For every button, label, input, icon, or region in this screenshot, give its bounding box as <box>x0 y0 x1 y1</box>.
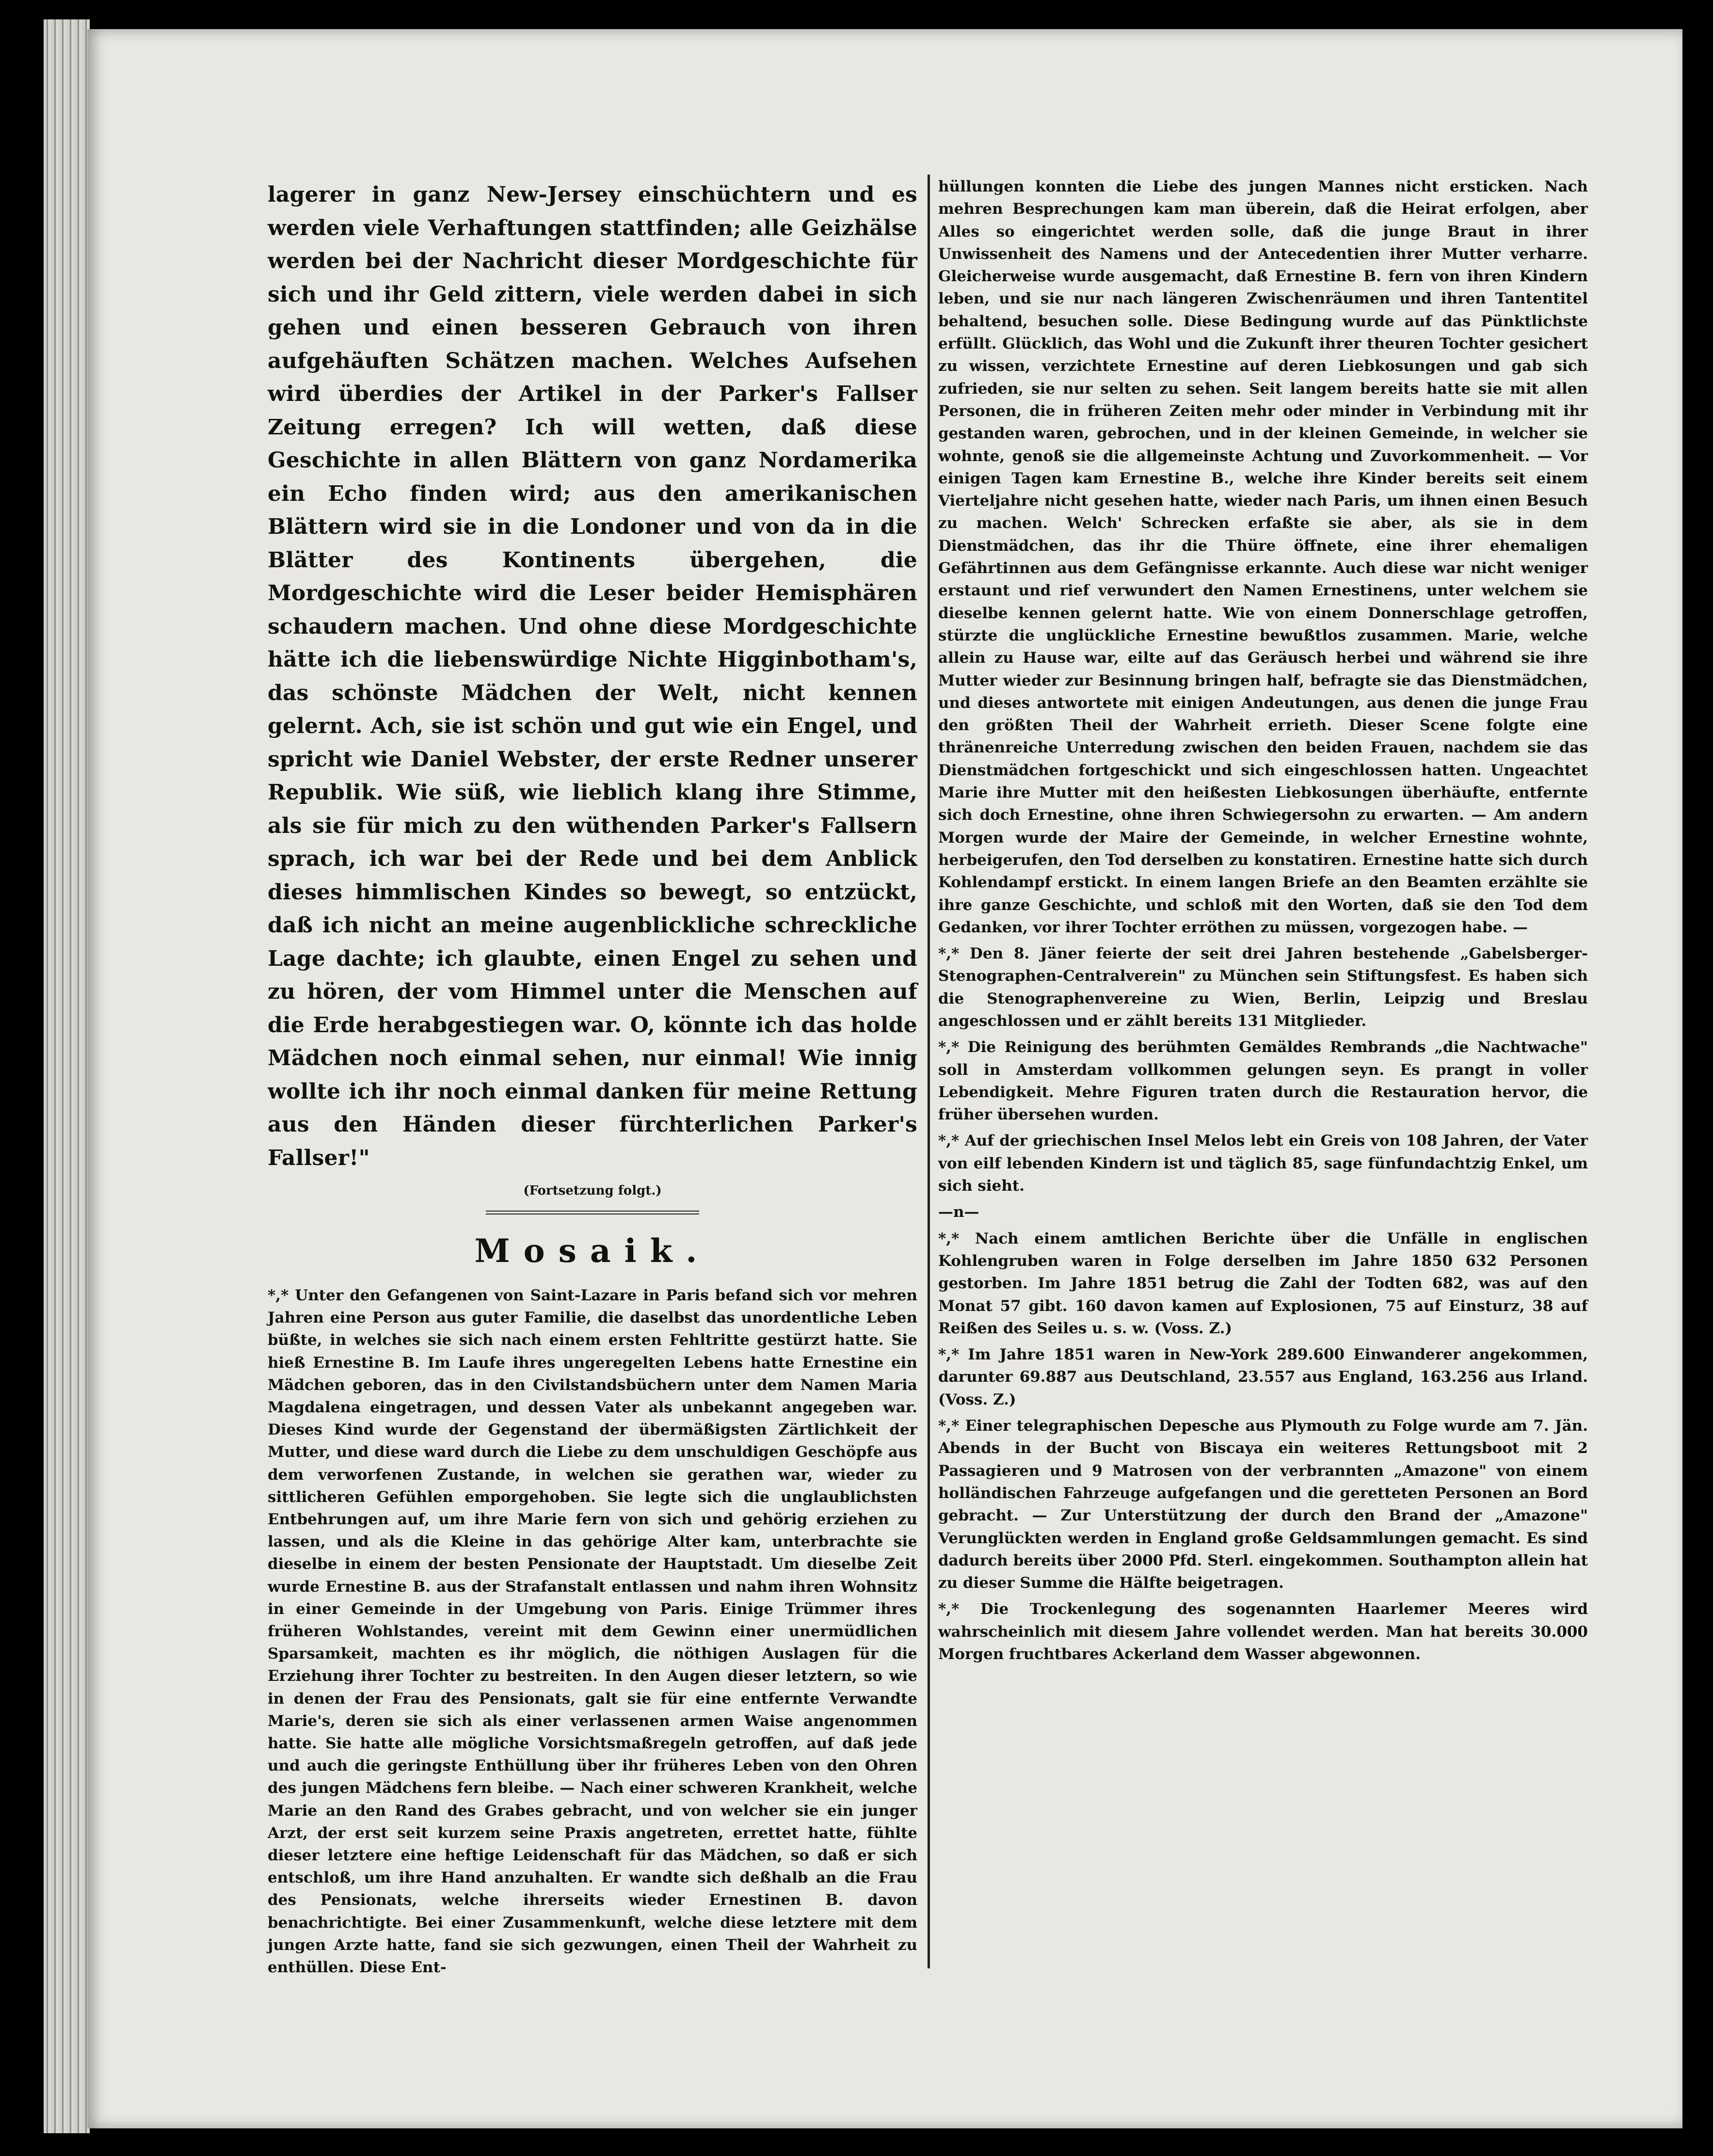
mosaic-item-4: *,* Auf der griechischen Insel Melos lebt ein Greis von 108 Jahren, der Vater von eilf lebenden Kindern ist und täglich 85, sage fünfundachtzig Enkel, um sich sieht. <box>938 1132 1588 1195</box>
mosaic-item-1-text: *,* Unter den Gefangenen von Saint-Lazare in Paris befand sich vor mehren Jahren eine Person aus guter Familie, die daselbst das unordentliche Leben büßte, in welches sie sich nach einem ersten Fehltritte gestürzt hatte. Sie hieß Ernestine B. Im Laufe ihres ungeregelten Lebens hatte Ernestine ein Mädchen geboren, das in den Civilstandsbüchern unter dem Namen Maria Magdalena eingetragen, und dessen Vater als unbekannt angegeben war. Dieses Kind wurde der Gegenstand der übermäßigsten Zärtlichkeit der Mutter, und diese ward durch die Liebe zu dem unschuldigen Geschöpfe aus dem verworfenen Zustande, in welchen sie gerathen war, wieder zu sittlicheren Gefühlen emporgehoben. Sie legte sich die unglaublichsten Entbehrungen auf, um ihre Marie fern von sich und gehörig erziehen zu lassen, und als die Kleine in das gehörige Alter kam, unterbrachte sie dieselbe in einem der besten Pensionate der Hauptstadt. Um dieselbe Zeit wurde Ernestine B. aus der Strafanstalt entlassen und nahm ihren Wohnsitz in einer Gemeinde in der Umgebung von Paris. Einige Trümmer ihres früheren Wohlstandes, vereint mit dem Gewinn einer unermüdlichen Sparsamkeit, machten es ihr möglich, die nöthigen Auslagen für die Erziehung ihrer Tochter zu bestreiten. In den Augen dieser letztern, so wie in denen der Frau des Pensionats, galt sie für eine entfernte Verwandte Marie's, deren sie sich als einer verlassenen armen Waise angenommen hatte. Sie hatte alle mögliche Vorsichtsmaßregeln getroffen, auf daß jede und auch die geringste Enthüllung über ihr früheres Leben von den Ohren des jungen Mädchens fern bleibe. — Nach einer schweren Krankheit, welche Marie an den Rand des Grabes gebracht, und von welcher sie ein junger Arzt, der erst seit kurzem seine Praxis angetreten, errettet hatte, fühlte dieser letztere eine heftige Leidenschaft für das Mädchen, so daß er sich entschloß, um ihre Hand anzuhalten. Er wandte sich deßhalb an die Frau des Pensionats, welche ihrerseits wieder Ernestinen B. davon benachrichtigte. Bei einer Zusammenkunft, welche diese letztere mit dem jungen Arzte hatte, fand sie sich gezwungen, einen Theil der Wahrheit zu enthüllen. Diese Ent- <box>268 1287 917 1977</box>
section-rule <box>486 1211 699 1214</box>
section-title: Mosaik. <box>474 1232 711 1270</box>
page-edge-strip <box>44 19 90 2133</box>
mosaic-item-4-signature: —n— <box>938 1203 979 1221</box>
mosaic-item-6: *,* Im Jahre 1851 waren in New-York 289.600 Einwanderer angekommen, darunter 69.887 aus Deutschland, 23.557 aus England, 163.256 aus Irland. (Voss. Z.) <box>938 1346 1588 1408</box>
mosaic-item-7: *,* Einer telegraphischen Depesche aus Plymouth zu Folge wurde am 7. Jän. Abends in der Bucht von Biscaya ein weiteres Rettungsboot mit 2 Passagieren und 9 Matrosen von der verbrannten „Amazone" von einem holländischen Fahrzeuge aufgefangen und die geretteten Personen an Bord gebracht. — Zur Unterstützung der durch den Brand der „Amazone" Verunglückten werden in England große Geldsammlungen gemacht. Es sind dadurch bereits über 2000 Pfd. Sterl. eingekommen. Southampton allein hat zu dieser Summe die Hälfte beigetragen. <box>938 1417 1588 1592</box>
mosaic-item-1 <box>268 1284 917 1979</box>
story-text: lagerer in ganz New-Jersey einschüchtern und es werden viele Verhaftungen stattfinden; alle Geizhälse werden bei der Nachricht dieser Mordgeschichte für sich und ihr Geld zittern, viele werden dabei in sich gehen und einen besseren Gebrauch von ihren aufgehäuften Schätzen machen. Welches Aufsehen wird überdies der Artikel in der Parker's Fallser Zeitung erregen? Ich will wetten, daß diese Geschichte in allen Blättern von ganz Nordamerika ein Echo finden wird; aus den amerikanischen Blättern wird sie in die Londoner und von da in die Blätter des Kontinents übergehen, die Mordgeschichte wird die Leser beider Hemisphären schaudern machen. Und ohne diese Mordgeschichte hätte ich die liebenswürdige Nichte Higginbotham's, das schönste Mädchen der Welt, nicht kennen gelernt. Ach, sie ist schön und gut wie ein Engel, und spricht wie Daniel Webster, der erste Redner unserer Republik. Wie süß, wie lieblich klang ihre Stimme, als sie für mich zu den wüthenden Parker's Fallsern sprach, ich war bei der Rede und bei dem Anblick dieses himmlischen Kindes so bewegt, so entzückt, daß ich nicht an meine augenblickliche schreckliche Lage dachte; ich glaubte, einen Engel zu sehen und zu hören, der vom Himmel unter die Menschen auf die Erde herabgestiegen war. O, könnte ich das holde Mädchen noch einmal sehen, nur einmal! Wie innig wollte ich ihr noch einmal danken für meine Rettung aus den Händen dieser fürchterlichen Parker's Fallser!" <box>268 182 917 1170</box>
continuation-note: (Fortsetzung folgt.) <box>523 1183 662 1198</box>
mosaic-item-3: *,* Die Reinigung des berühmten Gemäldes Rembrands „die Nachtwache" soll in Amsterdam vollkommen gelungen seyn. Es prangt in voller Lebendigkeit. Mehre Figuren traten durch die Restauration hervor, die früher übersehen wurden. <box>938 1038 1588 1124</box>
right-column <box>938 176 1588 1665</box>
scan-border-right <box>1684 0 1713 2156</box>
story-continuation <box>268 178 917 1175</box>
mosaic-item-1-continued: hüllungen konnten die Liebe des jungen Mannes nicht ersticken. Nach mehren Besprechungen kam man überein, daß die Heirat erfolgen, aber Alles so eingerichtet werden solle, daß die junge Braut in ihrer Unwissenheit des Namens und der Antecedentien ihrer Mutter verharre. Gleicherweise wurde ausgemacht, daß Ernestine B. fern von ihren Kindern leben, und sie nur nach längeren Zwischenräumen und ihren Tantentitel behaltend, besuchen solle. Diese Bedingung wurde auf das Pünktlichste erfüllt. Glücklich, das Wohl und die Zukunft ihrer theuren Tochter gesichert zu wissen, verzichtete Ernestine auf deren Liebkosungen und gab sich zufrieden, sie nur selten zu sehen. Seit langem bereits hatte sie mit allen Personen, die in früheren Zeiten mehr oder minder in Verbindung mit ihr gestanden waren, gebrochen, und in der kleinen Gemeinde, in welcher sie wohnte, genoß sie die allgemeinste Achtung und Zuvorkommenheit. — Vor einigen Tagen kam Ernestine B., welche ihre Kinder bereits seit einem Vierteljahre nicht gesehen hatte, wieder nach Paris, um ihnen einen Besuch zu machen. Welch' Schrecken erfaßte sie aber, als sie in dem Dienstmädchen, das ihr die Thüre öffnete, eine ihrer ehemaligen Gefährtinnen aus dem Gefängnisse erkannte. Auch diese war nicht weniger erstaunt und rief verwundert den Namen Ernestinens, unter welchem sie dieselbe kennen gelernt hatte. Wie von einem Donnerschlage getroffen, stürzte die unglückliche Ernestine bewußtlos zusammen. Marie, welche allein zu Hause war, eilte auf das Geräusch herbei und während sie ihre Mutter wieder zur Besinnung bringen half, befragte sie das Dienstmädchen, und dieses antwortete mit einigen Andeutungen, aus denen die junge Frau den größten Theil der Wahrheit errieth. Dieser Scene folgte eine thränenreiche Unterredung zwischen den beiden Frauen, nachdem sie das Dienstmädchen fortgeschickt und sich eingeschlossen hatten. Ungeachtet Marie ihre Mutter mit den heißesten Liebkosungen überhäufte, entfernte sich doch Ernestine, ohne ihren Schwiegersohn zu erwarten. — Am andern Morgen wurde der Maire der Gemeinde, in welcher Ernestine wohnte, herbeigerufen, den Tod derselben zu konstatiren. Ernestine hatte sich durch Kohlendampf erstickt. In einem langen Briefe an den Beamten erzählte sie ihre ganze Geschichte, und schloß mit den Worten, daß sie den Tod dem Gedanken, vor ihrer Tochter erröthen zu müssen, vorgezogen habe. — <box>938 178 1588 936</box>
column-divider <box>928 175 930 1968</box>
mosaic-item-8: *,* Die Trockenlegung des sogenannten Haarlemer Meeres wird wahrscheinlich mit diesem Jahre vollendet werden. Man hat bereits 30.000 Morgen fruchtbares Ackerland dem Wasser abgewonnen. <box>938 1600 1588 1663</box>
mosaic-item-5: *,* Nach einem amtlichen Berichte über die Unfälle in englischen Kohlengruben waren in Folge derselben im Jahre 1850 632 Personen gestorben. Im Jahre 1851 betrug die Zahl der Todten 682, was auf den Monat 57 gibt. 160 davon kamen auf Explosionen, 75 auf Einsturz, 38 auf Reißen des Seiles u. s. w. (Voss. Z.) <box>938 1230 1588 1337</box>
mosaic-item-2: *,* Den 8. Jäner feierte der seit drei Jahren bestehende „Gabelsberger-Stenographen-Centralverein" zu München sein Stiftungsfest. Es haben sich die Stenographenvereine zu Wien, Berlin, Leipzig und Breslau angeschlossen und er zählt bereits 131 Mitglieder. <box>938 945 1588 1030</box>
left-column <box>268 178 917 1979</box>
